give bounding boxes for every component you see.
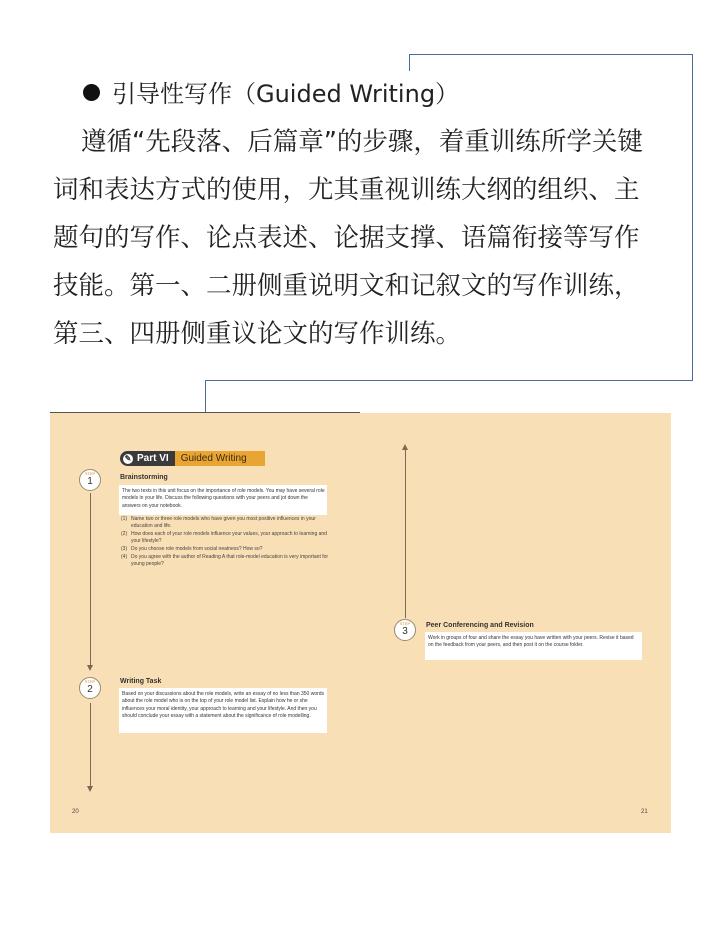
- page-number-right: 21: [641, 809, 648, 815]
- part-label-text: Part VI: [137, 453, 169, 464]
- timeline-line: [405, 450, 406, 618]
- question-item: [121, 531, 331, 545]
- page-number-left: 20: [72, 809, 79, 815]
- part-banner: [120, 451, 265, 466]
- step-intro-box: The two texts in this unit focus on the importance of role models. You may have several role models in your life. Discuss the following questions with your peers and jot down the answers on your notebook.: [119, 485, 327, 515]
- step-label: STEP: [84, 679, 96, 684]
- paragraph-line: 题句的写作、论点表述、论据支撑、语篇衔接等写作: [53, 223, 640, 253]
- callout-line-right: [692, 54, 693, 381]
- heading-text: 引导性写作（Guided Writing）: [112, 80, 460, 108]
- question-number: (1): [121, 516, 128, 522]
- page-top-rule: [50, 412, 360, 413]
- right-page: [360, 413, 671, 833]
- left-page: [50, 413, 360, 833]
- step-badge-3: [394, 619, 416, 641]
- question-text: How does each of your role models influence your values, your approach to learning and your lifestyle?: [131, 531, 327, 544]
- question-text: Do you choose role models from social neatness? How so?: [131, 546, 263, 552]
- question-text: Do you agree with the author of Reading A that role-model education is very important for young people?: [131, 554, 329, 567]
- step-title: Peer Conferencing and Revision: [426, 622, 534, 629]
- question-item: [121, 516, 331, 530]
- paragraph-line: 技能。第一、二册侧重说明文和记叙文的写作训练，: [53, 271, 640, 301]
- arrow-down-icon: [87, 665, 93, 671]
- question-number: (3): [121, 546, 128, 552]
- timeline-line: [90, 493, 91, 666]
- question-text: Name two or three role models who have given you most positive influences in your education and life.: [131, 516, 316, 529]
- step-label: STEP: [399, 621, 411, 626]
- step-title: Brainstorming: [120, 474, 168, 481]
- question-item: [121, 554, 331, 568]
- step-title: Writing Task: [120, 678, 162, 685]
- part-label: [120, 451, 175, 466]
- step-number: 2: [87, 684, 93, 695]
- step-number: 3: [402, 626, 408, 637]
- textbook-spread: [50, 413, 671, 833]
- arrow-down-icon: [87, 786, 93, 792]
- step-body-box: Based on your discussions about the role models, write an essay of no less than 350 words about the role model who is on the top of your role model list. Explain how he or she influences your moral identity, your approach to learning and your lifestyle. And then you should conclude your essay with a statement about the significance of role modelling.: [119, 688, 327, 733]
- description-paragraph: [53, 118, 678, 358]
- callout-line-bottom: [205, 380, 693, 381]
- paragraph-line: 遵循“先段落、后篇章”的步骤，着重训练所学关键: [81, 127, 643, 157]
- paragraph-line: 词和表达方式的使用，尤其重视训练大纲的组织、主: [53, 175, 640, 205]
- callout-line-top: [409, 54, 693, 55]
- question-item: [121, 546, 331, 553]
- pencil-icon: ✎: [124, 453, 132, 463]
- step-body-box: Work in groups of four and share the essay you have written with your peers. Revise it based on the feedback from your peers, and then post it on the course folder.: [425, 632, 642, 660]
- step-number: 1: [87, 476, 93, 487]
- paragraph-line: 第三、四册侧重议论文的写作训练。: [53, 319, 462, 349]
- question-list: [121, 516, 331, 569]
- step-label: STEP: [84, 471, 96, 476]
- part-title: Guided Writing: [175, 451, 265, 466]
- bullet-icon: [83, 84, 100, 101]
- step-badge-2: [79, 677, 101, 699]
- question-number: (4): [121, 554, 128, 560]
- step-badge-1: [79, 469, 101, 491]
- callout-line-left-short: [409, 54, 410, 71]
- timeline-line: [90, 703, 91, 787]
- question-number: (2): [121, 531, 128, 537]
- section-heading: [83, 74, 459, 109]
